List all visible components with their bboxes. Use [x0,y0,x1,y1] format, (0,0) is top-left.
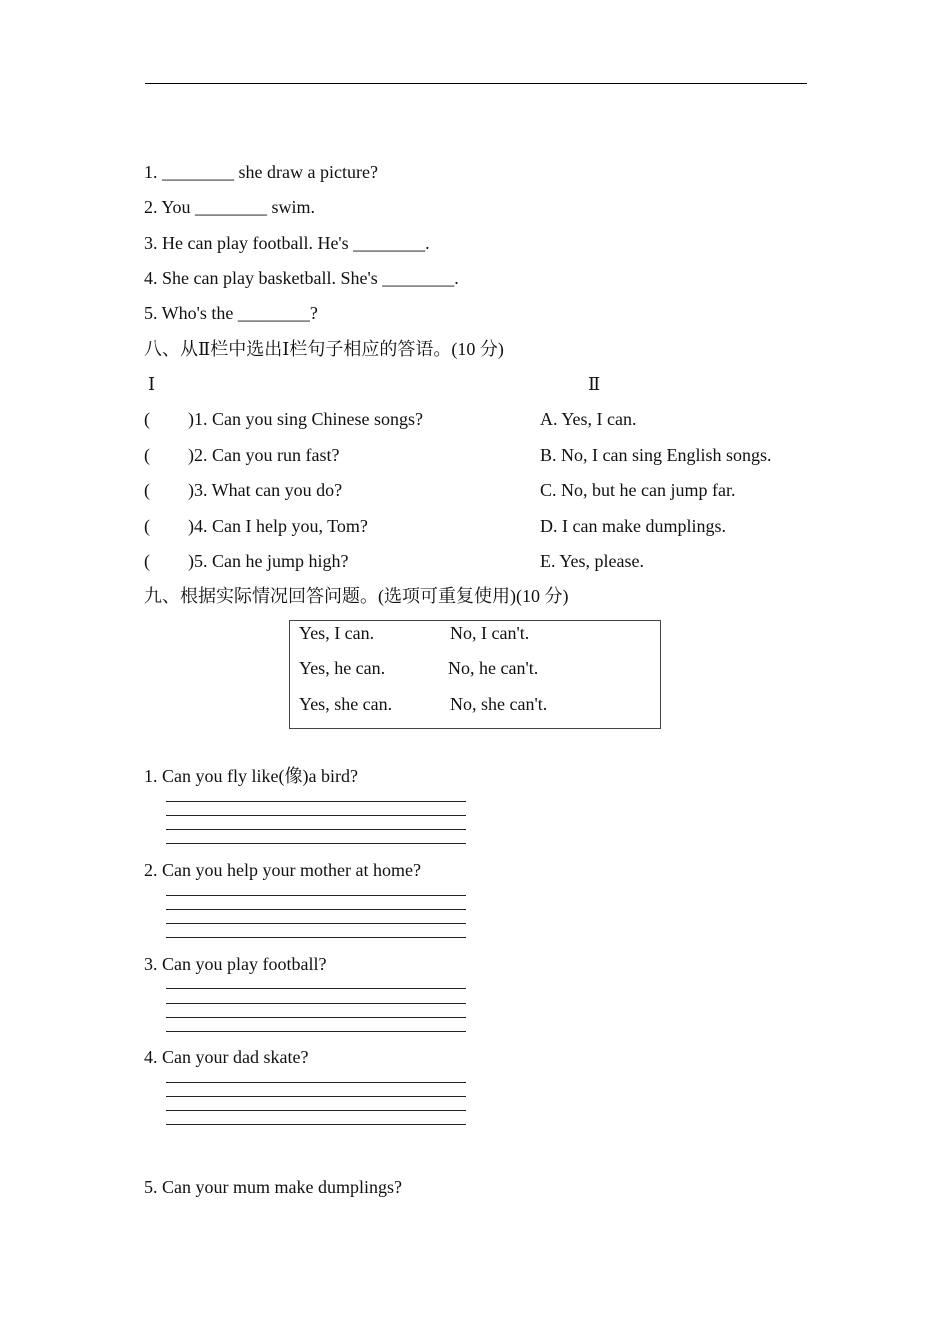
writing-line [166,801,466,802]
answer-question-5: 5. Can your mum make dumplings? [144,1177,402,1197]
option-no: No, he can't. [448,658,539,678]
answer-question-3: 3. Can you play football? [144,954,327,974]
fill-blank-5: 5. Who's the ________? [144,303,318,323]
option-no: No, she can't. [450,694,548,714]
fill-blank-3: 3. He can play football. He's ________. [144,233,430,253]
writing-line [166,1003,466,1004]
match-bracket: ( [144,516,150,536]
match-bracket: ( [144,551,150,571]
writing-line [166,909,466,910]
writing-line [166,843,466,844]
writing-line [166,923,466,924]
writing-line [166,1031,466,1032]
match-bracket: ( [144,445,150,465]
match-bracket: ( [144,409,150,429]
section9-title: 九、根据实际情况回答问题。(选项可重复使用)(10 分) [144,586,569,606]
writing-line [166,1096,466,1097]
writing-line [166,1124,466,1125]
option-yes: Yes, he can. [299,658,386,678]
option-yes: Yes, I can. [299,623,375,643]
writing-line [166,829,466,830]
writing-line [166,988,466,989]
answer-question-2: 2. Can you help your mother at home? [144,860,421,880]
match-answer: D. I can make dumplings. [540,516,726,536]
writing-line [166,1017,466,1018]
answer-question-1: 1. Can you fly like(像)a bird? [144,766,358,786]
match-question: )3. What can you do? [188,480,343,500]
section8-col2-header: Ⅱ [588,374,601,394]
match-question: )4. Can I help you, Tom? [188,516,368,536]
writing-line [166,1110,466,1111]
fill-blank-4: 4. She can play basketball. She's ________. [144,268,459,288]
section8-title: 八、从Ⅱ栏中选出Ⅰ栏句子相应的答语。(10 分) [144,339,504,359]
match-question: )2. Can you run fast? [188,445,340,465]
writing-line [166,895,466,896]
fill-blank-1: 1. ________ she draw a picture? [144,162,378,182]
match-answer: A. Yes, I can. [540,409,637,429]
writing-line [166,815,466,816]
match-answer: B. No, I can sing English songs. [540,445,772,465]
match-question: )1. Can you sing Chinese songs? [188,409,423,429]
writing-line [166,1082,466,1083]
option-yes: Yes, she can. [299,694,393,714]
section8-col1-header: Ⅰ [148,374,156,394]
writing-line [166,937,466,938]
match-bracket: ( [144,480,150,500]
fill-blank-2: 2. You ________ swim. [144,197,316,217]
match-answer: E. Yes, please. [540,551,644,571]
match-answer: C. No, but he can jump far. [540,480,736,500]
option-no: No, I can't. [450,623,530,643]
match-question: )5. Can he jump high? [188,551,349,571]
header-rule [145,83,807,84]
answer-question-4: 4. Can your dad skate? [144,1047,309,1067]
